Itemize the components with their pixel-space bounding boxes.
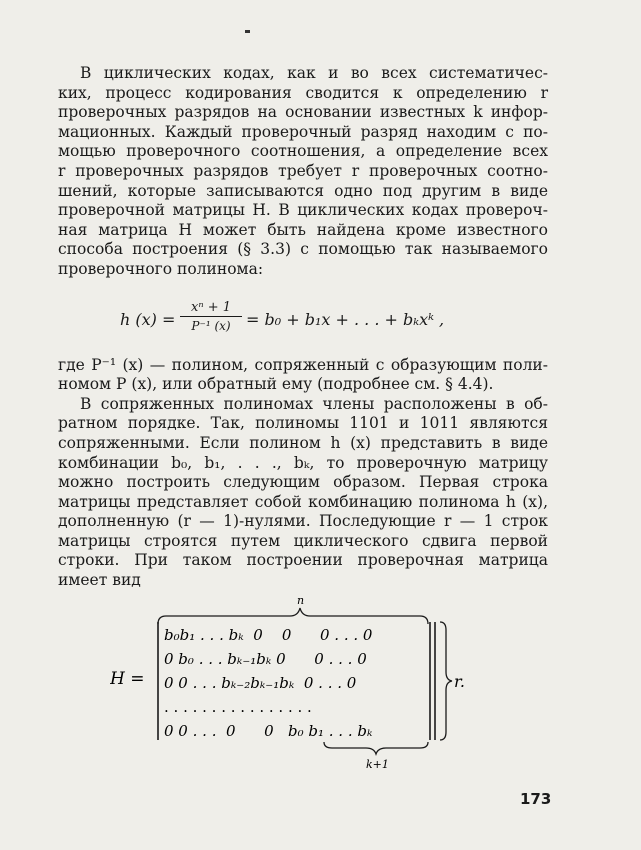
matrix-row-2: 0 b₀ . . . bₖ₋₁bₖ 0 0 . . . 0 [164, 650, 367, 668]
text-line: проверочной матрицы H. В циклических кодах провероч- [58, 201, 548, 220]
text-line: где P⁻¹ (x) — полином, сопряженный с образующим поли- [58, 355, 548, 374]
text-line: r проверочных разрядов требует r проверочных соотно- [58, 161, 548, 180]
paragraph-2 [58, 356, 548, 395]
paragraph-3 [58, 395, 548, 591]
text-line: сопряженными. Если полином h (x) представить в виде [58, 433, 548, 452]
text-line: номом P (x), или обратный ему (подробнее см. § 4.4). [58, 375, 494, 394]
matrix-row-1: b₀b₁ . . . bₖ 0 0 0 . . . 0 [164, 626, 373, 644]
side-label: r. [454, 672, 465, 691]
matrix-svg [110, 594, 510, 774]
matrix-row-5: 0 0 . . . 0 0 b₀ b₁ . . . bₖ [164, 722, 373, 740]
bottom-brace [324, 742, 428, 754]
print-speck [245, 30, 250, 33]
text-line: проверочного полинома: [58, 259, 264, 278]
bottom-brace-label: k+1 [366, 758, 389, 771]
text-line: В циклических кодах, как и во всех систематичес- [80, 64, 548, 82]
formula-rhs: = b₀ + b₁x + . . . + bₖxᵏ , [246, 310, 445, 329]
text-line: ких, процесс кодирования сводится к определению r [58, 83, 548, 102]
text-line: матрицы строятся путем циклического сдвига первой [58, 531, 548, 550]
check-polynomial-formula [120, 302, 500, 342]
top-brace [158, 608, 428, 624]
text-line: комбинации b₀, b₁, . . ., bₖ, то проверочную матрицу [58, 453, 548, 472]
matrix-row-3: 0 0 . . . bₖ₋₂bₖ₋₁bₖ 0 . . . 0 [164, 674, 357, 692]
text-line: можно построить следующим образом. Первая строка [58, 473, 548, 492]
formula-fraction [180, 300, 242, 333]
matrix-row-4: . . . . . . . . . . . . . . . . [164, 698, 312, 716]
text-line: шений, которые записываются одно под другим в виде [58, 181, 548, 200]
text-line: дополненную (r — 1)-нулями. Последующие r — 1 строк [58, 512, 548, 531]
formula-numerator: xⁿ + 1 [180, 300, 242, 317]
check-matrix [110, 594, 510, 774]
paragraph-1 [58, 64, 548, 280]
text-line: мощью проверочного соотношения, а определение всех [58, 142, 548, 161]
matrix-lhs: H = [110, 669, 145, 689]
text-line: проверочных разрядов на основании известных k инфор- [58, 103, 548, 122]
formula-denominator: P⁻¹ (x) [191, 319, 231, 333]
right-brace [440, 622, 452, 740]
text-line: В сопряженных полиномах члены расположены в об- [80, 394, 548, 413]
text-line: ная матрица H может быть найдена кроме известного [58, 220, 548, 239]
top-brace-label: n [297, 594, 305, 607]
formula-lhs: h (x) = [120, 310, 176, 329]
text-line: способа построения (§ 3.3) с помощью так называемого [58, 240, 548, 259]
text-line: матрицы представляет собой комбинацию полинома h (x), [58, 492, 548, 511]
text-line: имеет вид [58, 571, 141, 590]
text-line: мационных. Каждый проверочный разряд находим с по- [58, 122, 548, 141]
text-line: ратном порядке. Так, полиномы 1101 и 1011 являются [58, 414, 548, 433]
text-line: строки. При таком построении проверочная матрица [58, 551, 548, 570]
page-number: 173 [520, 790, 552, 808]
